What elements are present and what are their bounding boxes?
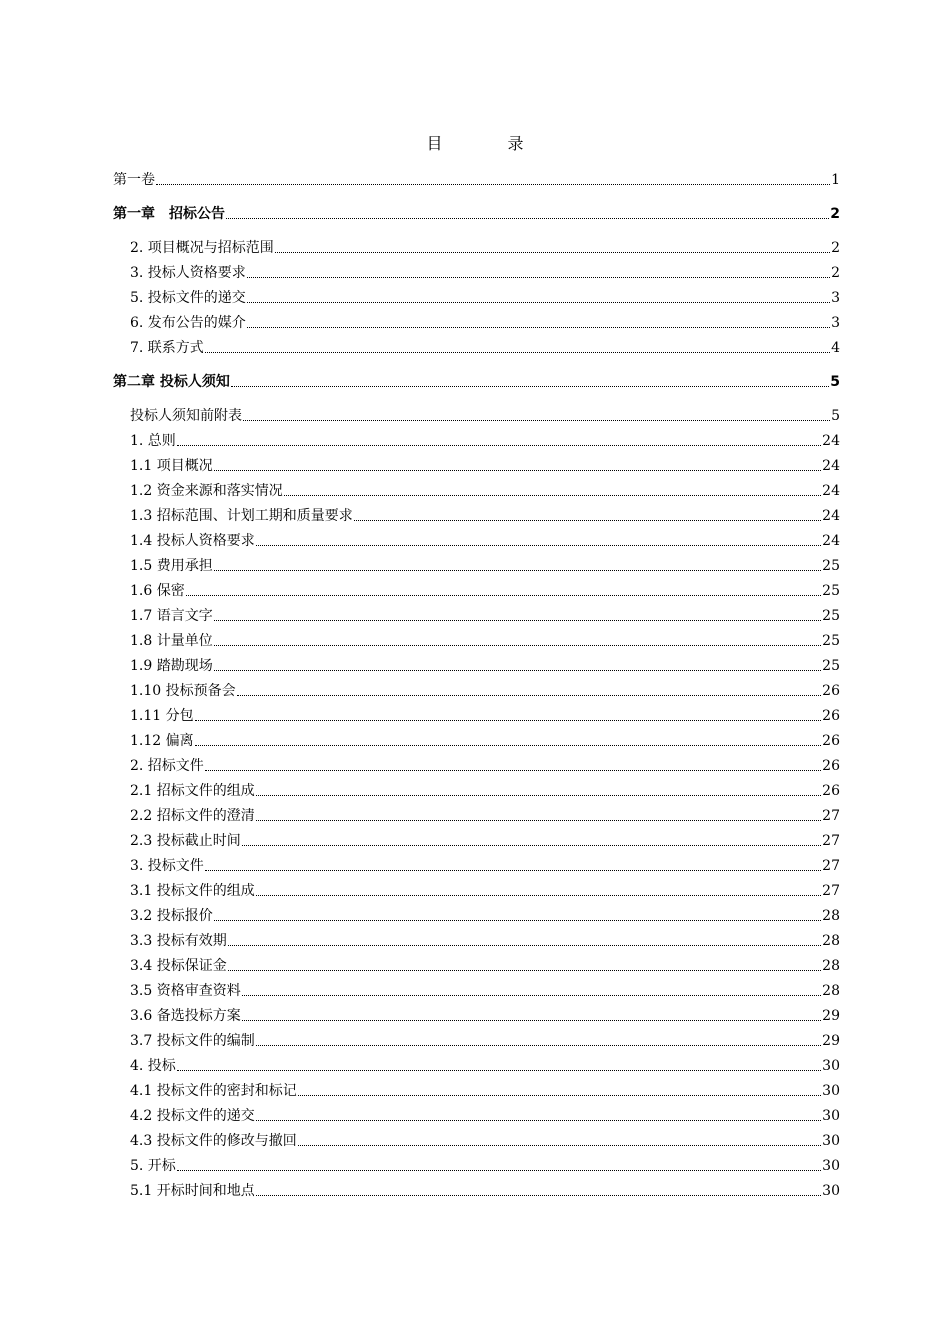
- toc-dot-leader: [298, 1144, 821, 1146]
- toc-entry: [130, 313, 840, 333]
- toc-entry-page: 3: [831, 290, 840, 306]
- toc-entry-page: 24: [822, 483, 840, 499]
- toc-dot-leader: [284, 494, 821, 496]
- toc-dot-leader: [231, 385, 829, 387]
- toc-entry: [130, 531, 840, 551]
- toc-dot-leader: [237, 694, 822, 696]
- toc-entry: [130, 506, 840, 526]
- toc-entry-text: 1.11 分包: [130, 708, 194, 724]
- toc-entry: [130, 781, 840, 801]
- toc-entry: [130, 706, 840, 726]
- toc-dot-leader: [205, 769, 821, 771]
- toc-entry: [130, 1131, 840, 1151]
- toc-entry: [130, 931, 840, 951]
- toc-entry-text: 4.1 投标文件的密封和标记: [130, 1083, 297, 1099]
- toc-entry: [130, 1156, 840, 1176]
- toc-entry-page: 2: [831, 240, 840, 256]
- toc-entry-page: 30: [822, 1083, 840, 1099]
- toc-entry-page: 27: [822, 833, 840, 849]
- toc-entry: [130, 756, 840, 776]
- toc-dot-leader: [205, 869, 821, 871]
- toc-entry-text: 3.5 资格审查资料: [130, 983, 241, 999]
- toc-entry-page: 25: [822, 658, 840, 674]
- toc-entry-page: 25: [822, 558, 840, 574]
- toc-entry-text: 2. 招标文件: [130, 758, 204, 774]
- toc-entry-page: 26: [822, 733, 840, 749]
- toc-entry-page: 26: [822, 783, 840, 799]
- toc-dot-leader: [247, 301, 830, 303]
- toc-entry-text: 3.1 投标文件的组成: [130, 883, 255, 899]
- toc-entry-page: 26: [822, 683, 840, 699]
- toc-entry-text: 1.10 投标预备会: [130, 683, 236, 699]
- toc-entry-text: 4.2 投标文件的递交: [130, 1108, 255, 1124]
- toc-entry-page: 5: [830, 374, 840, 390]
- toc-entry: [130, 1181, 840, 1201]
- toc-entry-page: 29: [822, 1008, 840, 1024]
- toc-dot-leader: [256, 894, 821, 896]
- toc-dot-leader: [195, 744, 822, 746]
- toc-entry-text: 3.4 投标保证金: [130, 958, 227, 974]
- toc-entry-text: 1.4 投标人资格要求: [130, 533, 255, 549]
- toc-dot-leader: [275, 251, 830, 253]
- toc-entry-page: 30: [822, 1058, 840, 1074]
- toc-entry-text: 3.7 投标文件的编制: [130, 1033, 255, 1049]
- toc-entry-page: 26: [822, 708, 840, 724]
- toc-entry-text: 5.1 开标时间和地点: [130, 1183, 255, 1199]
- toc-entry: [130, 606, 840, 626]
- toc-dot-leader: [214, 469, 821, 471]
- toc-entry: [130, 631, 840, 651]
- toc-dot-leader: [243, 419, 830, 421]
- toc-dot-leader: [195, 719, 822, 721]
- toc-dot-leader: [247, 326, 830, 328]
- toc-entry-text: 1.12 偏离: [130, 733, 194, 749]
- toc-entry-page: 28: [822, 908, 840, 924]
- toc-dot-leader: [256, 819, 821, 821]
- toc-dot-leader: [247, 276, 830, 278]
- toc-dot-leader: [242, 994, 821, 996]
- toc-entry: [130, 456, 840, 476]
- toc-entry-page: 27: [822, 883, 840, 899]
- toc-entry-text: 6. 发布公告的媒介: [130, 315, 246, 331]
- toc-entry-text: 5. 投标文件的递交: [130, 290, 246, 306]
- toc-entry-text: 7. 联系方式: [130, 340, 204, 356]
- toc-entry: [130, 956, 840, 976]
- toc-entry-page: 26: [822, 758, 840, 774]
- toc-entry-text: 1. 总则: [130, 433, 176, 449]
- toc-entry-text: 2.1 招标文件的组成: [130, 783, 255, 799]
- toc-entry-text: 投标人须知前附表: [130, 408, 242, 424]
- toc-entry: [130, 731, 840, 751]
- toc-entry-page: 30: [822, 1183, 840, 1199]
- toc-entry-page: 24: [822, 458, 840, 474]
- toc-entry-text: 第二章 投标人须知: [113, 374, 230, 390]
- toc-entry-text: 3.3 投标有效期: [130, 933, 227, 949]
- toc-entry-page: 25: [822, 633, 840, 649]
- toc-entry-page: 25: [822, 583, 840, 599]
- toc-entry: [130, 263, 840, 283]
- toc-dot-leader: [354, 519, 821, 521]
- toc-dot-leader: [256, 1119, 821, 1121]
- toc-entry-text: 3. 投标人资格要求: [130, 265, 246, 281]
- toc-entry-text: 3.6 备选投标方案: [130, 1008, 241, 1024]
- toc-entry: [130, 1081, 840, 1101]
- toc-entry-page: 24: [822, 533, 840, 549]
- toc-entry: [130, 681, 840, 701]
- toc-entry-text: 1.6 保密: [130, 583, 185, 599]
- toc-dot-leader: [298, 1094, 821, 1096]
- toc-entry: [130, 856, 840, 876]
- toc-entry-page: 30: [822, 1108, 840, 1124]
- toc-entry-page: 2: [830, 206, 840, 222]
- toc-entry: [130, 906, 840, 926]
- toc-dot-leader: [177, 1069, 821, 1071]
- toc-entry: [130, 581, 840, 601]
- toc-entry-page: 24: [822, 433, 840, 449]
- toc-entry-text: 5. 开标: [130, 1158, 176, 1174]
- toc-dot-leader: [177, 444, 821, 446]
- toc-entry-text: 1.3 招标范围、计划工期和质量要求: [130, 508, 353, 524]
- toc-dot-leader: [256, 544, 821, 546]
- toc-dot-leader: [156, 183, 830, 185]
- toc-dot-leader: [186, 594, 821, 596]
- toc-entry-page: 30: [822, 1158, 840, 1174]
- toc-entry-page: 30: [822, 1133, 840, 1149]
- toc-dot-leader: [228, 944, 821, 946]
- toc-entry-page: 1: [831, 172, 840, 188]
- toc-dot-leader: [242, 844, 821, 846]
- toc-entry-text: 1.5 费用承担: [130, 558, 213, 574]
- toc-entry-page: 3: [831, 315, 840, 331]
- toc-entry: [130, 881, 840, 901]
- toc-entry-text: 第一卷: [113, 172, 155, 188]
- toc-entry-page: 24: [822, 508, 840, 524]
- toc-entry-page: 29: [822, 1033, 840, 1049]
- toc-entry: [130, 656, 840, 676]
- toc-dot-leader: [177, 1169, 821, 1171]
- toc-entry-text: 3. 投标文件: [130, 858, 204, 874]
- toc-entry: [130, 1056, 840, 1076]
- toc-dot-leader: [205, 351, 830, 353]
- toc-entry-page: 27: [822, 808, 840, 824]
- toc-entry-text: 1.7 语言文字: [130, 608, 213, 624]
- toc-entry: [130, 431, 840, 451]
- toc-entry-page: 28: [822, 933, 840, 949]
- toc-entry-text: 第一章 招标公告: [113, 206, 225, 222]
- toc-dot-leader: [256, 1194, 821, 1196]
- toc-entry: [130, 806, 840, 826]
- toc-entry: [130, 406, 840, 426]
- toc-entry: [113, 204, 840, 224]
- toc-entry: [130, 1106, 840, 1126]
- toc-entry-text: 1.8 计量单位: [130, 633, 213, 649]
- toc-entry-page: 2: [831, 265, 840, 281]
- toc-entry-text: 1.2 资金来源和落实情况: [130, 483, 283, 499]
- toc-entry-text: 2.2 招标文件的澄清: [130, 808, 255, 824]
- toc-entry-text: 3.2 投标报价: [130, 908, 213, 924]
- toc-dot-leader: [242, 1019, 821, 1021]
- toc-dot-leader: [214, 619, 821, 621]
- toc-entry: [113, 372, 840, 392]
- toc-entry-text: 1.1 项目概况: [130, 458, 213, 474]
- toc-entry: [130, 338, 840, 358]
- toc-entry-page: 5: [831, 408, 840, 424]
- toc-entry-text: 2.3 投标截止时间: [130, 833, 241, 849]
- toc-entry: [113, 170, 840, 190]
- toc-dot-leader: [256, 1044, 821, 1046]
- toc-entry: [130, 481, 840, 501]
- toc-entry: [130, 831, 840, 851]
- toc-entry: [130, 981, 840, 1001]
- toc-entry-text: 2. 项目概况与招标范围: [130, 240, 274, 256]
- toc-entry-page: 28: [822, 958, 840, 974]
- toc-dot-leader: [226, 217, 829, 219]
- toc-entry: [130, 1006, 840, 1026]
- toc-dot-leader: [214, 919, 821, 921]
- toc-entry: [130, 238, 840, 258]
- toc-dot-leader: [256, 794, 821, 796]
- toc-entry-text: 4.3 投标文件的修改与撤回: [130, 1133, 297, 1149]
- toc-entry: [130, 556, 840, 576]
- toc-entry-text: 1.9 踏勘现场: [130, 658, 213, 674]
- toc-entry: [130, 1031, 840, 1051]
- toc-entry-page: 4: [831, 340, 840, 356]
- toc-dot-leader: [214, 644, 821, 646]
- toc-entry-page: 28: [822, 983, 840, 999]
- toc-dot-leader: [228, 969, 821, 971]
- toc-dot-leader: [214, 569, 821, 571]
- toc-dot-leader: [214, 669, 821, 671]
- toc-entry-text: 4. 投标: [130, 1058, 176, 1074]
- toc-entry: [130, 288, 840, 308]
- toc-entry-page: 25: [822, 608, 840, 624]
- toc-entry-page: 27: [822, 858, 840, 874]
- toc-title: 目 录: [426, 134, 554, 153]
